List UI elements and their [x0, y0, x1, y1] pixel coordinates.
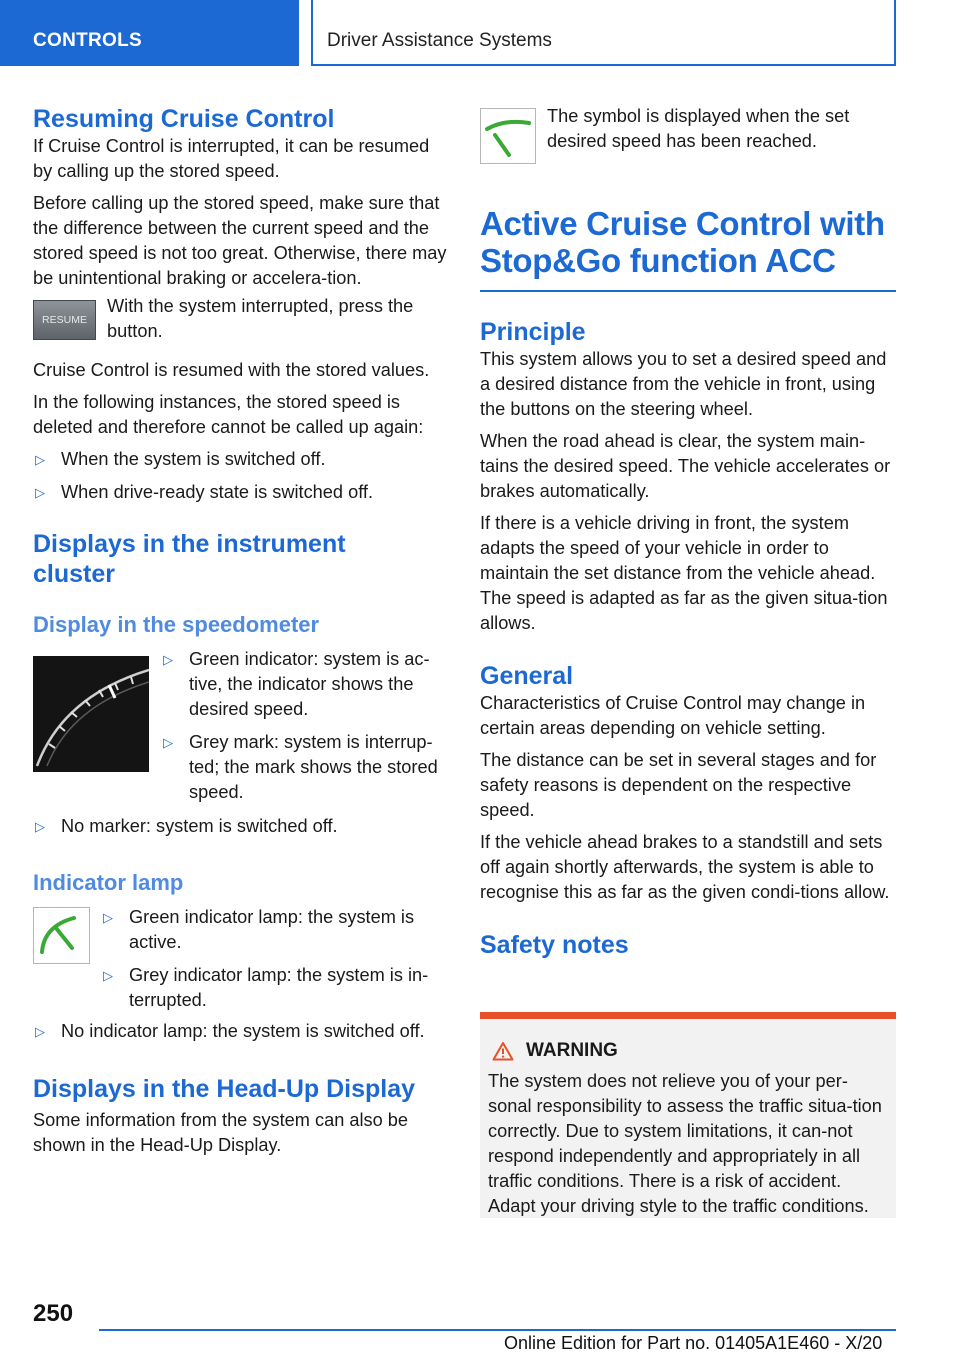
warning-box [480, 1012, 896, 1218]
indicator-lamp-image [33, 907, 90, 964]
cruise-gauge-green-icon [34, 908, 89, 963]
lamp-bullet-grey: ▷ Grey indicator lamp: the system is in‐terrupted. [101, 963, 451, 1013]
indicator-lamp-display [33, 905, 451, 1019]
page-number: 250 [33, 1300, 74, 1327]
general-para-1: Characteristics of Cruise Control may change in certain areas depending on vehicle setting. [480, 693, 866, 738]
indicator-lamp-subheading: Indicator lamp [33, 870, 184, 895]
speedo-bullet-grey: ▷ Grey mark: system is interrup‐ted; the mark shows the stored speed. [161, 730, 451, 805]
section-label: CONTROLS [33, 30, 143, 51]
resuming-para-2: Before calling up the stored speed, make sure that the difference between the current speed and the stored speed is not too great. Otherwise, there may be unintentional braking or accelera‐tion. [33, 193, 447, 288]
hud-para: Some information from the system can also be shown in the Head-Up Display. [33, 1110, 409, 1155]
chapter-tab [311, 0, 896, 66]
resuming-heading: Resuming Cruise Control [33, 105, 335, 133]
displays-heading: Displays in the instrument cluster [33, 530, 346, 588]
bullet-drive-ready-off: ▷ When drive-ready state is switched off. [33, 480, 451, 505]
speedo-bullet-none: ▷ No marker: system is switched off. [33, 814, 451, 839]
symbol-image [480, 108, 536, 164]
right-column [480, 100, 898, 960]
principle-para-2: When the road ahead is clear, the system main‐tains the desired speed. The vehicle accelerates or brakes automatically. [480, 431, 891, 501]
acc-heading: Active Cruise Control with Stop&Go function ACC [480, 205, 885, 279]
speedometer-image [33, 656, 149, 772]
lamp-bullet-green: ▷ Green indicator lamp: the system is active. [101, 905, 451, 955]
speedometer-subheading: Display in the speedometer [33, 612, 320, 637]
warning-title [488, 1039, 888, 1063]
speedo-bullet-green: ▷ Green indicator: system is ac‐tive, the indicator shows the desired speed. [161, 647, 451, 722]
warning-text: The system does not relieve you of your per‐sonal responsibility to assess the traffic situa‐tion correctly. Due to system limitations, it can‐not respond independently and appropriately in all traffic conditions. There is a risk of accident. Adapt your driving style to the traffic conditions. [488, 1071, 882, 1216]
footer-rule [99, 1329, 896, 1331]
speedometer-dial-icon [33, 656, 149, 772]
lamp-bullet-none: ▷ No indicator lamp: the system is switched off. [33, 1019, 451, 1044]
general-heading: General [480, 662, 574, 690]
resuming-para-1: If Cruise Control is interrupted, it can be resumed by calling up the stored speed. [33, 136, 430, 181]
resume-button-icon: RESUME [33, 300, 96, 340]
acc-heading-rule [480, 290, 896, 292]
warning-label: WARNING [526, 1040, 618, 1061]
resume-instruction-text: With the system interrupted, press the button. [107, 296, 414, 341]
resume-instruction [33, 298, 451, 356]
general-para-2: The distance can be set in several stages and for safety reasons is dependent on the respective speed. [480, 750, 877, 820]
resuming-para-4: In the following instances, the stored speed is deleted and therefore cannot be called up again: [33, 392, 424, 437]
general-para-3: If the vehicle ahead brakes to a standstill and sets off again shortly afterwards, the system is able to recognise this as far as the given condi‐tions allow. [480, 832, 890, 902]
resuming-para-3: Cruise Control is resumed with the stored values. [33, 360, 430, 380]
chapter-label: Driver Assistance Systems [327, 30, 552, 51]
bullet-switched-off: ▷ When the system is switched off. [33, 447, 451, 472]
principle-para-3: If there is a vehicle driving in front, the system adapts the speed of your vehicle in order to maintain the set distance from the vehicle ahead. The speed is adapted as far as the given situa‐tion allows. [480, 513, 888, 633]
cruise-set-speed-icon [481, 109, 535, 163]
symbol-note [480, 100, 898, 176]
principle-heading: Principle [480, 318, 586, 346]
left-column [33, 100, 451, 1165]
safety-heading: Safety notes [480, 931, 629, 959]
principle-para-1: This system allows you to set a desired speed and a desired distance from the vehicle in front, using the buttons on the steering wheel. [480, 349, 887, 419]
symbol-text: The symbol is displayed when the set desired speed has been reached. [547, 106, 850, 151]
edition-note: Online Edition for Part no. 01405A1E460 - X/20 [504, 1333, 883, 1353]
section-tab [0, 0, 299, 66]
hud-heading: Displays in the Head-Up Display [33, 1075, 416, 1103]
warning-triangle-icon [492, 1041, 514, 1061]
speedometer-display [33, 647, 451, 814]
